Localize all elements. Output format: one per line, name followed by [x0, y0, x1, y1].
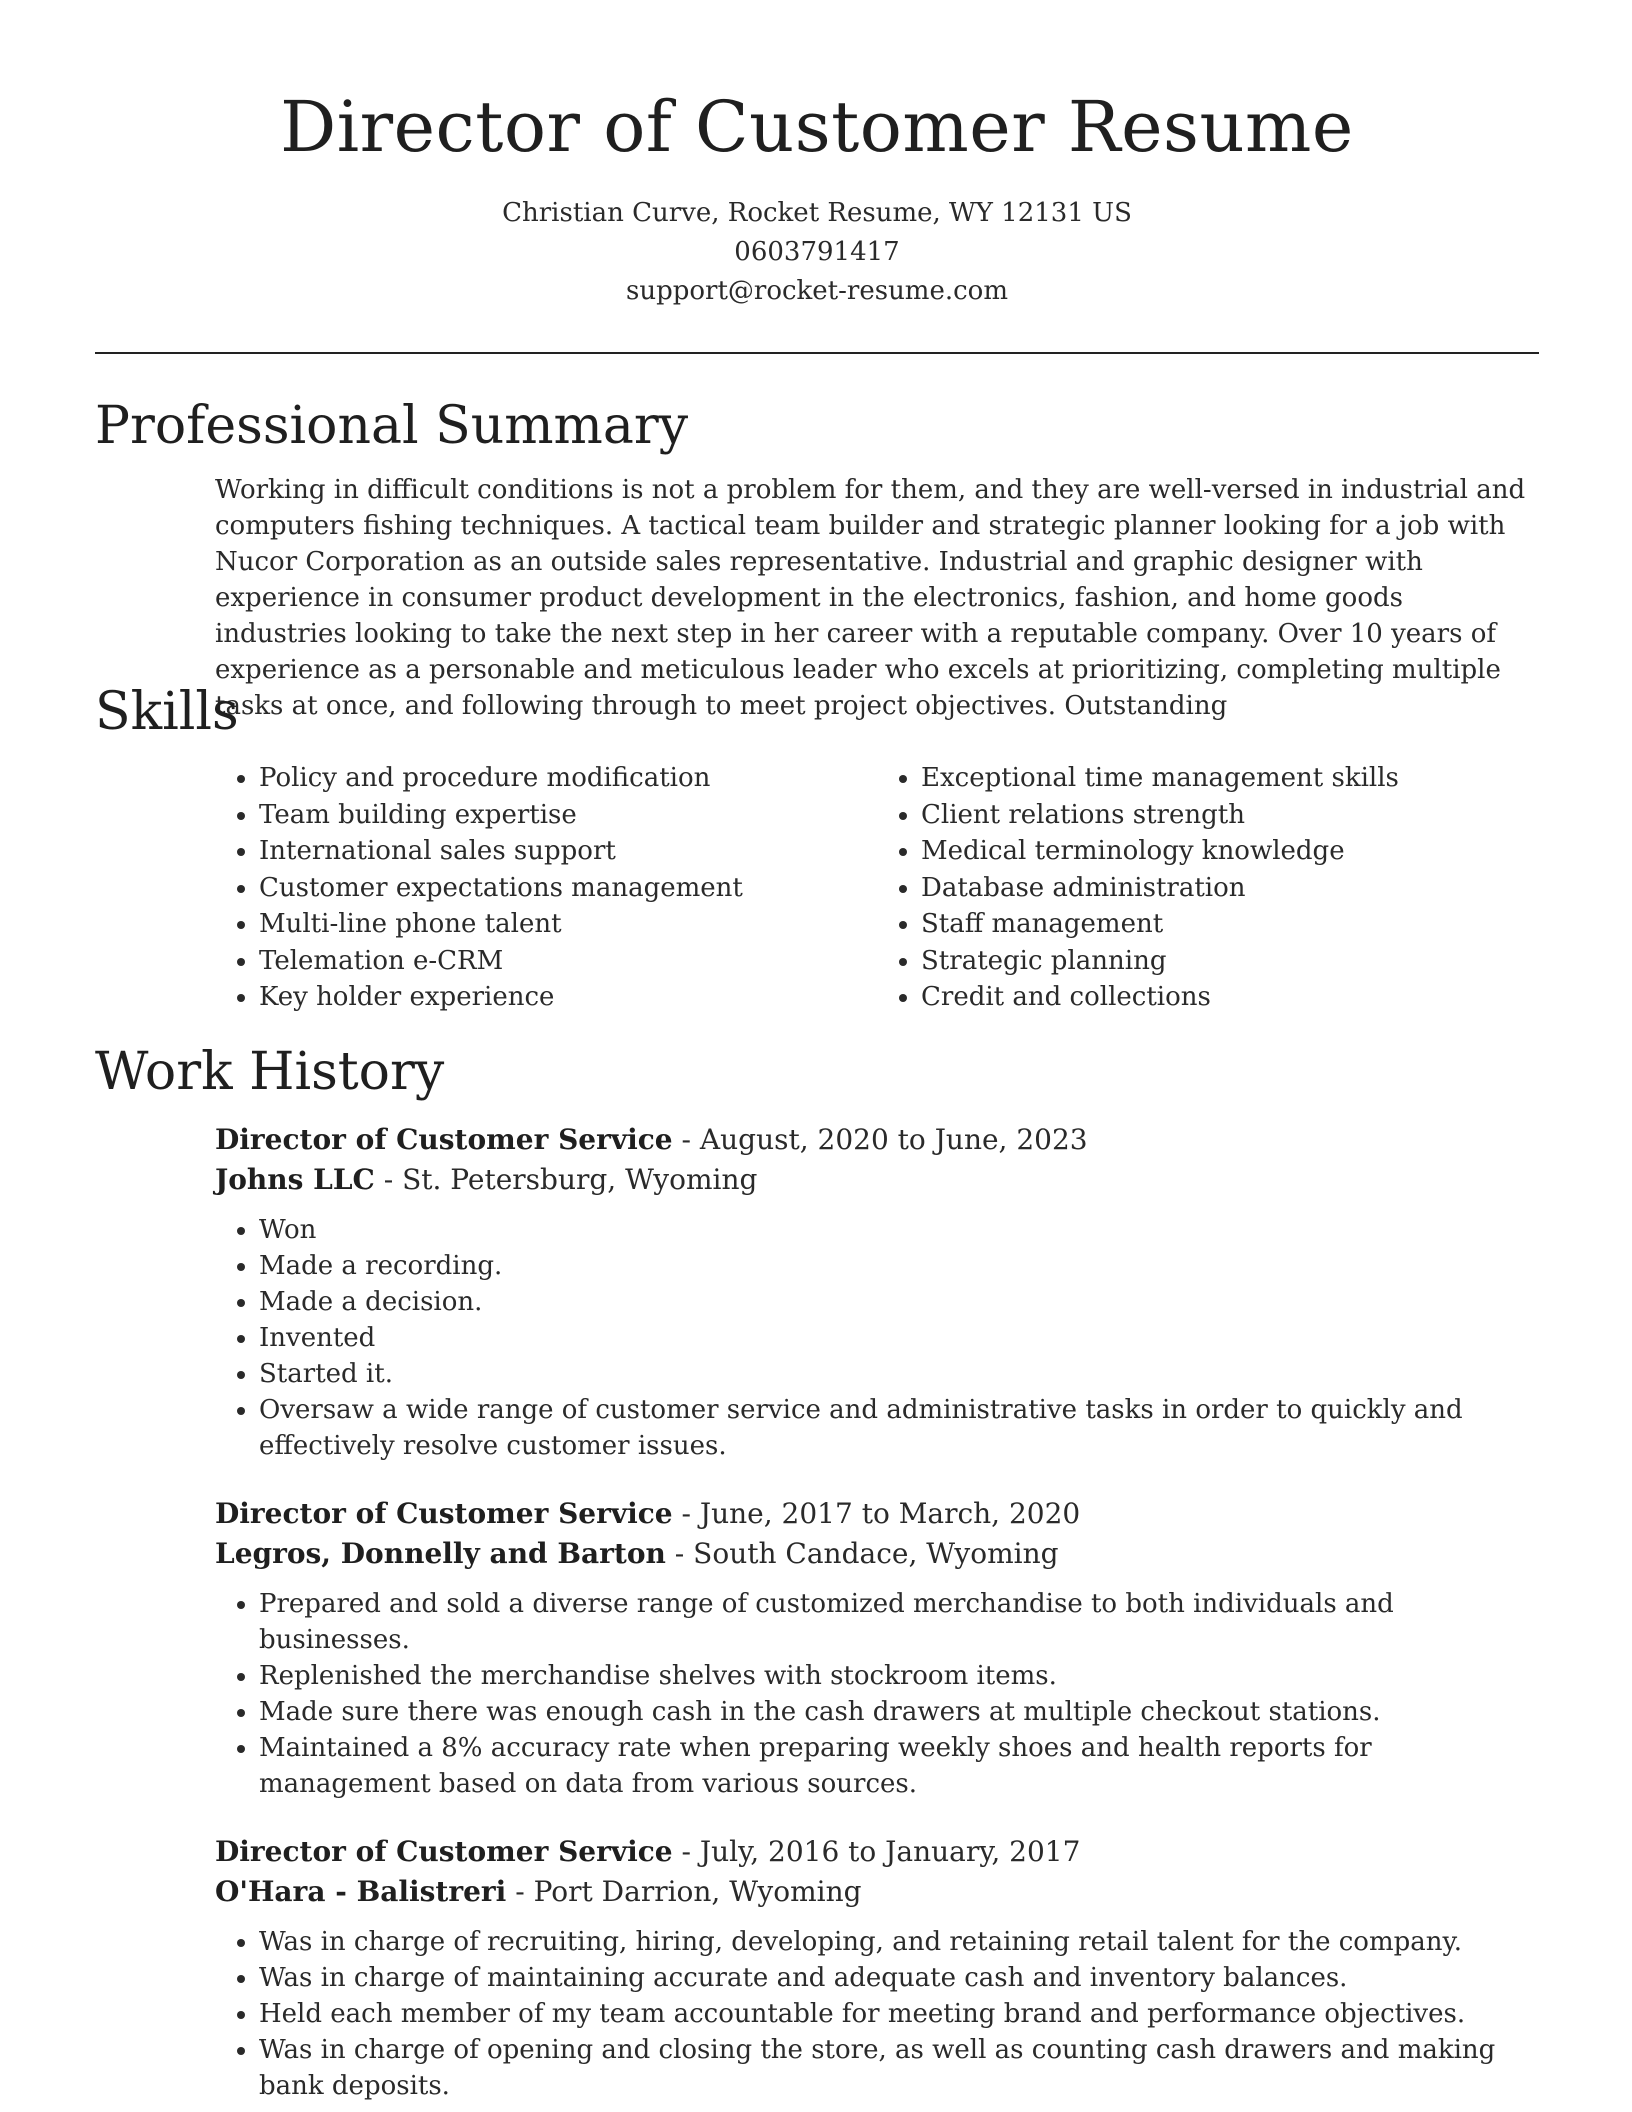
job-bullet: • Oversaw a wide range of customer service and administrative tasks in order to quickly and effectively resolve customer issues.	[259, 1392, 1539, 1464]
job-bullet: • Won	[259, 1212, 1539, 1248]
job-location: - South Candace, Wyoming	[665, 1536, 1059, 1570]
work-history-section	[95, 1040, 1539, 2104]
job-location: - Port Darrion, Wyoming	[506, 1874, 862, 1908]
skill-item: • International sales support	[259, 833, 877, 870]
job-dates: - June, 2017 to March, 2020	[672, 1496, 1081, 1530]
job-bullet-list	[215, 1586, 1539, 1802]
contact-email: support@rocket-resume.com	[625, 276, 1008, 306]
job-bullet: • Made a recording.	[259, 1248, 1539, 1284]
job-dates: - July, 2016 to January, 2017	[672, 1834, 1081, 1868]
section-heading-skills: Skills	[95, 682, 239, 742]
job-title: Director of Customer Service	[215, 1834, 673, 1868]
job-bullet-list	[215, 1924, 1539, 2104]
header-divider	[95, 352, 1539, 354]
job-title: Director of Customer Service	[215, 1122, 673, 1156]
job-bullet: • Made sure there was enough cash in the cash drawers at multiple checkout stations.	[259, 1694, 1539, 1730]
job-entry	[215, 1120, 1539, 1464]
job-title-line	[215, 1120, 1539, 1160]
skill-item: • Customer expectations management	[259, 870, 877, 907]
contact-phone: 0603791417	[734, 237, 900, 267]
contact-block	[95, 194, 1539, 311]
job-bullet: • Prepared and sold a diverse range of customized merchandise to both individuals and businesses.	[259, 1586, 1539, 1658]
job-bullet: • Made a decision.	[259, 1284, 1539, 1320]
resume-page	[95, 0, 1539, 2104]
summary-text: Working in difficult conditions is not a problem for them, and they are well-versed in industrial and computers fishing techniques. A tactical team builder and strategic planner looking for a job with Nucor Corporation as an outside sales representative. Industrial and graphic designer with experience in consumer product development in the electronics, fashion, and home goods industries looking to take the next step in her career with a reputable company. Over 10 years of experience as a personable and meticulous leader who excels at prioritizing, completing multiple tasks at once, and following through to meet project objectives. Outstanding	[215, 475, 1526, 721]
job-entry	[215, 1832, 1539, 2104]
job-company: Legros, Donnelly and Barton	[215, 1536, 666, 1570]
skill-item: • Medical terminology knowledge	[921, 833, 1539, 870]
job-title: Director of Customer Service	[215, 1496, 673, 1530]
job-entry	[215, 1494, 1539, 1802]
skills-section	[95, 680, 1539, 1016]
skill-item: • Team building expertise	[259, 797, 877, 834]
resume-title: Director of Customer Resume	[280, 86, 1354, 168]
job-company: Johns LLC	[215, 1162, 375, 1196]
skill-item: • Telemation e-CRM	[259, 943, 877, 980]
skill-item: • Key holder experience	[259, 979, 877, 1016]
job-bullet-list	[215, 1212, 1539, 1464]
job-title-line	[215, 1832, 1539, 1872]
skill-item: • Database administration	[921, 870, 1539, 907]
skill-item: • Strategic planning	[921, 943, 1539, 980]
job-bullet: • Replenished the merchandise shelves with stockroom items.	[259, 1658, 1539, 1694]
job-bullet: • Started it.	[259, 1356, 1539, 1392]
job-company-line	[215, 1534, 1539, 1574]
contact-address: Christian Curve, Rocket Resume, WY 12131 US	[502, 198, 1132, 228]
skill-item: • Credit and collections	[921, 979, 1539, 1016]
job-company: O'Hara - Balistreri	[215, 1874, 507, 1908]
section-heading-work-history: Work History	[95, 1041, 445, 1102]
job-bullet: • Was in charge of recruiting, hiring, developing, and retaining retail talent for the company.	[259, 1924, 1539, 1960]
skills-columns	[215, 760, 1539, 1016]
job-company-line	[215, 1872, 1539, 1912]
job-location: - St. Petersburg, Wyoming	[374, 1162, 758, 1196]
section-heading-summary: Professional Summary	[95, 396, 689, 456]
job-bullet: • Was in charge of maintaining accurate and adequate cash and inventory balances.	[259, 1960, 1539, 1996]
skill-item: • Exceptional time management skills	[921, 760, 1539, 797]
job-dates: - August, 2020 to June, 2023	[672, 1122, 1088, 1156]
skill-item: • Multi-line phone talent	[259, 906, 877, 943]
job-bullet: • Maintained a 8% accuracy rate when preparing weekly shoes and health reports for management based on data from various sources.	[259, 1730, 1539, 1802]
skill-item: • Staff management	[921, 906, 1539, 943]
skills-list-left	[215, 760, 877, 1016]
job-title-line	[215, 1494, 1539, 1534]
skill-item: • Client relations strength	[921, 797, 1539, 834]
job-bullet: • Was in charge of opening and closing the store, as well as counting cash drawers and making bank deposits.	[259, 2032, 1539, 2104]
job-bullet: • Invented	[259, 1320, 1539, 1356]
job-company-line	[215, 1160, 1539, 1200]
skill-item: • Policy and procedure modification	[259, 760, 877, 797]
skills-list-right	[877, 760, 1539, 1016]
job-bullet: • Held each member of my team accountable for meeting brand and performance objectives.	[259, 1996, 1539, 2032]
